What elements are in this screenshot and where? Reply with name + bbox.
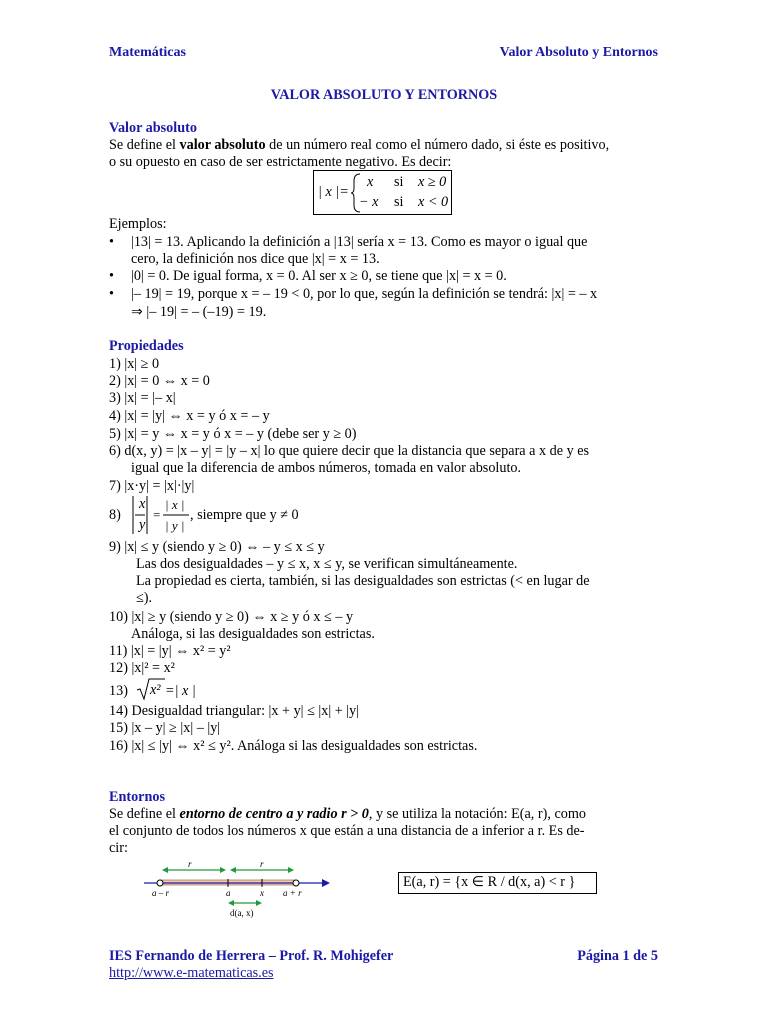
bullet-icon: • <box>109 268 114 284</box>
property-9-line-2: Las dos desigualdades – y ≤ x, x ≤ y, se verifican simultáneamente. <box>136 556 518 572</box>
property-9-line-1: 9) |x| ≤ y (siendo y ≥ 0) ⇔ – y ≤ x ≤ y <box>109 539 325 555</box>
p13-tail: =| x | <box>165 683 196 699</box>
property-12: 12) |x|² = x² <box>109 660 175 676</box>
p13-radicand: x² <box>150 682 161 698</box>
label-a: a <box>226 888 231 898</box>
property-6-line-2: igual que la diferencia de ambos números, tomada en valor absoluto. <box>131 460 522 476</box>
entorno-line-1: Se define el entorno de centro a y radio r > 0, y se utiliza la notación: E(a, r), como <box>109 806 586 822</box>
formula-r2-c3: x < 0 <box>418 194 449 210</box>
property-14: 14) Desigualdad triangular: |x + y| ≤ |x| + |y| <box>109 703 360 719</box>
section-heading-entornos: Entornos <box>109 789 165 805</box>
footer-page-number: Página 1 de 5 <box>577 948 658 964</box>
website-link[interactable]: http://www.e-matematicas.es <box>109 965 274 981</box>
property-3: 3) |x| = |– x| <box>109 390 176 406</box>
property-7: 7) |x·y| = |x|·|y| <box>109 478 195 494</box>
footer-author: IES Fernando de Herrera – Prof. R. Mohigefer <box>109 948 394 964</box>
section-heading-valor: Valor absoluto <box>109 120 197 136</box>
property-6-line-1: 6) d(x, y) = |x – y| = |y – x| lo que quiere decir que la distancia que separa a x de y es <box>109 443 590 459</box>
p8-den-abs-y: | y | <box>165 518 185 533</box>
formula-r2-c2: si <box>394 194 404 210</box>
p8-y: y <box>139 517 146 533</box>
property-1: 1) |x| ≥ 0 <box>109 356 160 372</box>
property-10-line-2: Análoga, si las desigualdades son estrictas. <box>131 626 375 642</box>
property-9-line-4: ≤). <box>136 590 153 606</box>
formula-r1-c1: x <box>367 174 374 190</box>
property-11: 11) |x| = |y| ⇔ x² = y² <box>109 643 231 659</box>
label-r-left: r <box>188 859 192 869</box>
entorno-line-3: cir: <box>109 840 128 856</box>
abs-definition-formula <box>313 170 452 215</box>
header-subject: Matemáticas <box>109 45 186 60</box>
section-heading-propiedades: Propiedades <box>109 338 184 354</box>
label-x: x <box>260 888 264 898</box>
axis-arrow-icon <box>322 879 330 887</box>
p8-x: x <box>139 496 146 512</box>
p8-tail: , siempre que y ≠ 0 <box>190 507 299 523</box>
open-endpoint-left <box>157 880 163 886</box>
radius-arrow-left <box>162 867 226 873</box>
example-1-line-1: |13| = 13. Aplicando la definición a |13| sería x = 13. Como es mayor o igual que <box>131 234 588 250</box>
examples-label: Ejemplos: <box>109 216 167 232</box>
example-3-line-2: ⇒ |– 19| = – (–19) = 19. <box>131 304 267 320</box>
property-10-line-1: 10) |x| ≥ y (siendo y ≥ 0) ⇔ x ≥ y ó x ≤ – y <box>109 609 354 625</box>
formula-r1-c3: x ≥ 0 <box>418 174 447 190</box>
property-16: 16) |x| ≤ |y| ⇔ x² ≤ y². Análoga si las desigualdades son estrictas. <box>109 738 478 754</box>
example-1-line-2: cero, la definición nos dice que |x| = x = 13. <box>131 251 380 267</box>
page-title: VALOR ABSOLUTO Y ENTORNOS <box>270 87 498 103</box>
bullet-icon: • <box>109 234 114 250</box>
example-2: |0| = 0. De igual forma, x = 0. Al ser x ≥ 0, se tiene que |x| = x = 0. <box>131 268 507 284</box>
definition-line-2: o su opuesto en caso de ser estrictamente negativo. Es decir: <box>109 154 452 170</box>
label-a-plus-r: a + r <box>283 888 302 898</box>
distance-arrow <box>228 900 262 906</box>
label-r-right: r <box>260 859 264 869</box>
entorno-diagram <box>140 858 340 920</box>
property-9-line-3: La propiedad es cierta, también, si las desigualdades son estrictas (< en lugar de <box>136 573 590 589</box>
property-4: 4) |x| = |y| ⇔ x = y ó x = – y <box>109 408 270 424</box>
example-3-line-1: |– 19| = 19, porque x = – 19 < 0, por lo que, según la definición se tendrá: |x| = – x <box>131 286 598 302</box>
property-2: 2) |x| = 0 ⇔ x = 0 <box>109 373 210 389</box>
property-5: 5) |x| = y ⇔ x = y ó x = – y (debe ser y ≥ 0) <box>109 426 357 442</box>
open-endpoint-right <box>293 880 299 886</box>
footer-url[interactable] <box>109 965 274 982</box>
formula-lhs: | x |= <box>318 184 349 200</box>
p8-num-abs-x: | x | <box>165 497 185 512</box>
bullet-icon: • <box>109 286 114 302</box>
property-8-number: 8) <box>109 507 121 523</box>
definition-line-1: Se define el valor absoluto de un número real como el número dado, si éste es positivo, <box>109 137 610 153</box>
property-15: 15) |x – y| ≥ |x| – |y| <box>109 720 221 736</box>
label-a-minus-r: a – r <box>152 888 170 898</box>
svg-text:=: = <box>153 507 161 522</box>
property-13-number: 13) <box>109 683 128 699</box>
entorno-formula: E(a, r) = {x ∈ R / d(x, a) < r } <box>403 874 576 890</box>
entorno-line-2: el conjunto de todos los números x que están a una distancia de a inferior a r. Es de- <box>109 823 585 839</box>
label-distance: d(a, x) <box>230 908 254 918</box>
formula-r1-c2: si <box>394 174 404 190</box>
formula-r2-c1: − x <box>359 194 379 210</box>
entorno-formula-box <box>398 872 597 894</box>
header-topic: Valor Absoluto y Entornos <box>499 45 658 60</box>
